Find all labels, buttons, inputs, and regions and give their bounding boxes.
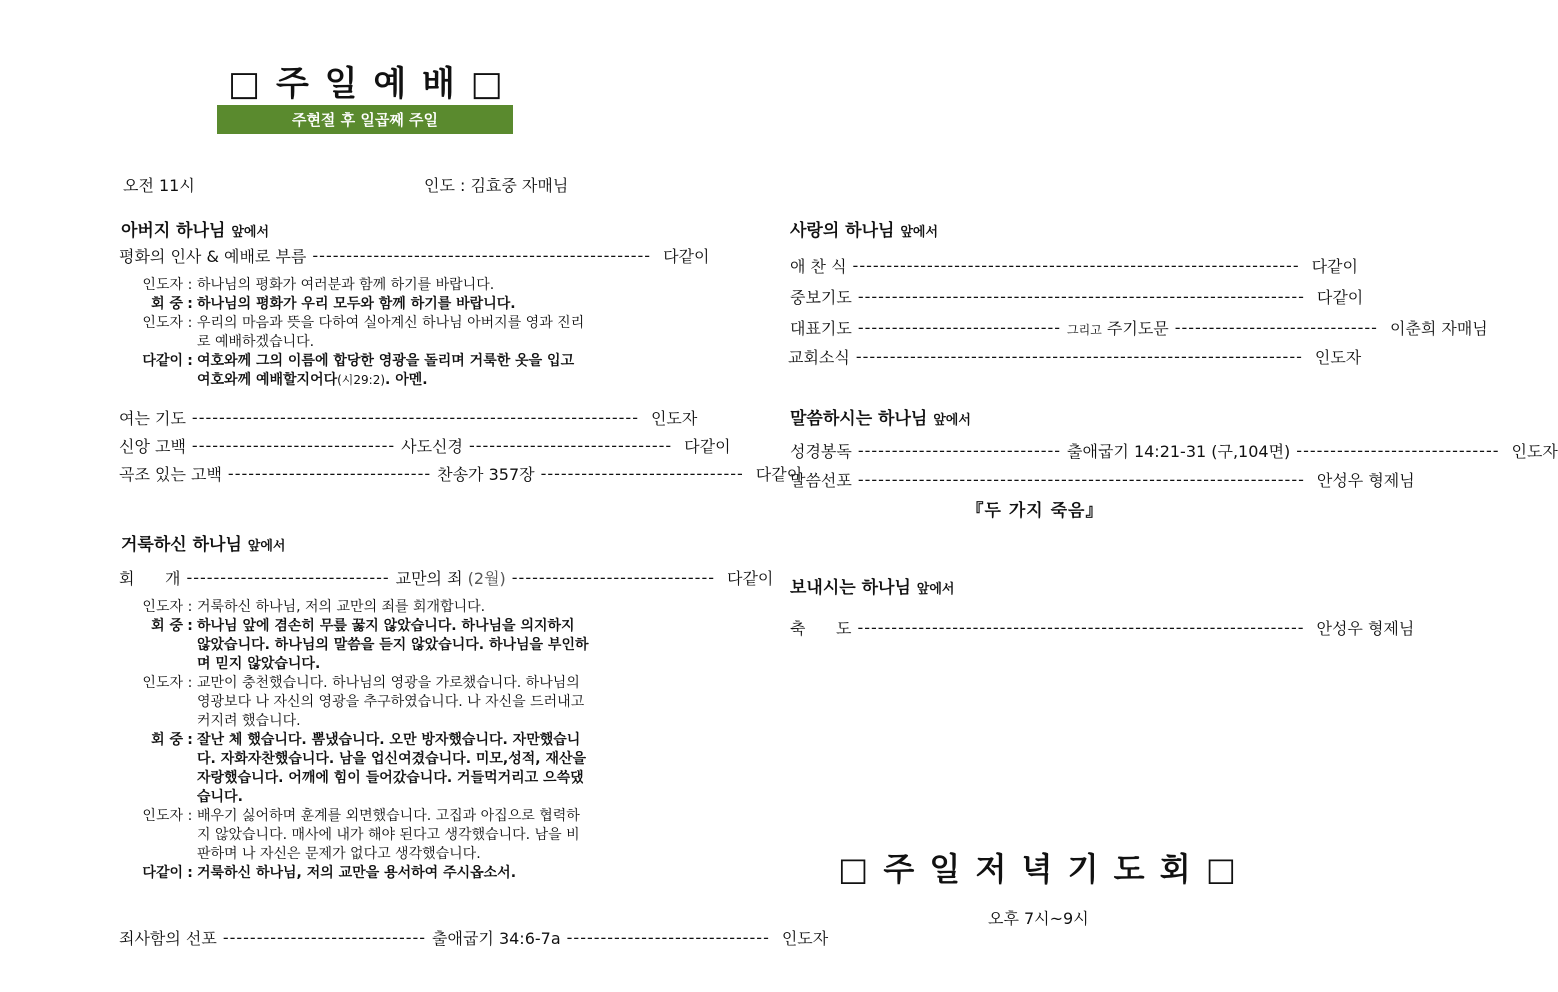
item-mid-small: 그리고 bbox=[1067, 323, 1102, 337]
response-text: 배우기 싫어하며 훈계를 외면했습니다. 고집과 아집으로 협력하지 않았습니다. 매사에 내가 해야 된다고 생각했습니다. 남을 비판하며 나 자신은 문제가 없다고 생각했습니다. bbox=[197, 808, 580, 862]
response-line: 인도자 : 교만이 충천했습니다. 하나님의 영광을 가로챘습니다. 하나님의 영광보다 나 자신의 영광을 추구하였습니다. 나 자신을 드러내고 커지려 했습니다. bbox=[119, 674, 591, 731]
order-item-creed bbox=[119, 434, 731, 457]
evening-title: □ 주 일 저 녁 기 도 회 □ bbox=[838, 850, 1238, 888]
item-who: 다같이 bbox=[755, 465, 803, 484]
section-title-love bbox=[790, 216, 938, 241]
speaker: 인도자 bbox=[142, 808, 183, 824]
section-title-suffix: 앞에서 bbox=[900, 225, 939, 240]
item-label: 여는 기도 bbox=[119, 409, 186, 428]
section-title-holy bbox=[121, 530, 285, 555]
speaker: 인도자 bbox=[142, 315, 183, 331]
item-who: 인도자 bbox=[1314, 348, 1362, 367]
response-end: . 아멘. bbox=[385, 372, 428, 388]
section-title-text: 아버지 하나님 bbox=[121, 221, 226, 241]
section-title-suffix: 앞에서 bbox=[916, 582, 955, 597]
item-who: 다같이 bbox=[663, 247, 710, 266]
item-label: 애 찬 식 bbox=[790, 257, 847, 276]
order-item-scripture-reading bbox=[790, 439, 1558, 462]
item-label: 회 개 bbox=[119, 569, 181, 588]
section-title-text: 보내시는 하나님 bbox=[790, 578, 911, 598]
page-title: □ 주 일 예 배 □ bbox=[228, 64, 505, 104]
item-mid: 사도신경 bbox=[401, 437, 463, 456]
item-who: 안성우 형제님 bbox=[1316, 619, 1415, 638]
item-label: 곡조 있는 고백 bbox=[119, 465, 222, 484]
item-mid: 출애굽기 14:21-31 (구,104면) bbox=[1067, 442, 1291, 461]
service-time: 오전 11시 bbox=[123, 176, 195, 195]
response-line: 회 중 : 하나님의 평화가 우리 모두와 함께 하기를 바랍니다. bbox=[119, 295, 589, 314]
response-line: 인도자 : 배우기 싫어하며 훈계를 외면했습니다. 고집과 아집으로 협력하지 않았습니다. 매사에 내가 해야 된다고 생각했습니다. 남을 비판하며 나 자신은 문제가 없다고 생각했습니다. bbox=[119, 807, 591, 864]
section-title-suffix: 앞에서 bbox=[231, 225, 270, 240]
dash-line: ------------------------------ bbox=[857, 318, 1062, 337]
response-line: 회 중 : 잘난 체 했습니다. 뽐냈습니다. 오만 방자했습니다. 자만했습니다. 자화자찬했습니다. 남을 업신여겼습니다. 미모,성적, 재산을 자랑했습니다. 어깨에 힘이 들어갔습니다. 거들먹거리고 으쓱댔습니다. bbox=[119, 731, 591, 807]
dash-line: ------------------------------ bbox=[468, 436, 673, 455]
dash-line: ------------------------------ bbox=[222, 928, 427, 947]
item-label: 평화의 인사 & 예배로 부름 bbox=[119, 247, 307, 266]
order-item-opening-prayer bbox=[119, 406, 698, 429]
speaker: 다같이 bbox=[142, 865, 183, 881]
response-text: 우리의 마음과 뜻을 다하여 실아계신 하나님 아버지를 영과 진리로 예배하겠습니다. bbox=[197, 315, 585, 350]
responsive-reading-1 bbox=[119, 276, 589, 390]
response-text: 교만이 충천했습니다. 하나님의 영광을 가로챘습니다. 하나님의 영광보다 나 자신의 영광을 추구하였습니다. 나 자신을 드러내고 커지려 했습니다. bbox=[197, 675, 585, 729]
item-who: 인도자 bbox=[781, 929, 829, 948]
section-title-suffix: 앞에서 bbox=[933, 413, 971, 428]
speaker: 다같이 bbox=[142, 353, 183, 369]
response-text: 거룩하신 하나님, 저의 교만을 용서하여 주시옵소서. bbox=[197, 865, 517, 881]
section-title-speaking bbox=[790, 404, 971, 429]
service-leader: 인도 : 김효중 자매님 bbox=[424, 176, 569, 195]
order-item-sermon bbox=[790, 468, 1415, 491]
item-label: 말씀선포 bbox=[790, 471, 852, 490]
dash-line: ------------------------------------------------------------------ bbox=[857, 287, 1305, 306]
response-text bbox=[197, 352, 589, 390]
item-mid bbox=[396, 566, 506, 589]
order-item-intercession bbox=[790, 285, 1364, 308]
order-item-greeting bbox=[119, 244, 710, 267]
dash-line: ------------------------------------------------------------------ bbox=[857, 470, 1305, 489]
dash-line: ------------------------------ bbox=[186, 568, 390, 587]
item-mid: 찬송가 357장 bbox=[437, 465, 535, 484]
dash-line: ------------------------------------------------------------------ bbox=[852, 256, 1300, 275]
speaker: 회 중 bbox=[151, 296, 183, 312]
response-line: 회 중 : 하나님 앞에 겸손히 무릎 꿇지 않았습니다. 하나님을 의지하지 않았습니다. 하나님의 말씀을 듣지 않았습니다. 하나님을 부인하며 믿지 않았습니다. bbox=[119, 617, 591, 674]
order-item-representative-prayer bbox=[790, 316, 1488, 339]
section-title-sending bbox=[790, 573, 954, 598]
section-title-suffix: 앞에서 bbox=[247, 539, 286, 554]
item-who: 인도자 bbox=[1511, 442, 1558, 461]
dash-line: ------------------------------------------------------------------ bbox=[857, 618, 1305, 637]
response-text: 하나님의 평화가 우리 모두와 함께 하기를 바랍니다. bbox=[197, 296, 516, 312]
item-mid: 출애굽기 34:6-7a bbox=[432, 929, 561, 948]
evening-time: 오후 7시~9시 bbox=[988, 909, 1089, 928]
item-label: 교회소식 bbox=[788, 348, 850, 367]
order-item-announcements bbox=[788, 345, 1362, 368]
response-line: 인도자 : 거룩하신 하나님, 저의 교만의 죄를 회개합니다. bbox=[119, 598, 591, 617]
dash-line: ------------------------------ bbox=[191, 436, 396, 455]
dash-line: ------------------------------ bbox=[227, 464, 432, 483]
dash-line: ------------------------------ bbox=[1296, 441, 1500, 460]
item-mid-text: 교만의 죄 bbox=[395, 569, 463, 588]
order-item-benediction bbox=[790, 616, 1415, 639]
speaker: 인도자 bbox=[142, 599, 183, 615]
item-label: 성경봉독 bbox=[790, 442, 852, 461]
item-mid bbox=[1067, 316, 1169, 339]
speaker: 인도자 bbox=[142, 277, 183, 293]
dash-line: ------------------------------ bbox=[857, 441, 1062, 460]
responsive-reading-2 bbox=[119, 598, 591, 883]
item-label: 중보기도 bbox=[790, 288, 852, 307]
dash-line: ------------------------------ bbox=[566, 928, 770, 947]
item-who: 인도자 bbox=[650, 409, 698, 428]
subtitle-banner: 주현절 후 일곱째 주일 bbox=[217, 105, 513, 134]
item-label: 대표기도 bbox=[790, 319, 852, 338]
response-text: 잘난 체 했습니다. 뽐냈습니다. 오만 방자했습니다. 자만했습니다. 자화자찬했습니다. 남을 업신여겼습니다. 미모,성적, 재산을 자랑했습니다. 어깨에 힘이 들어갔습니다. 거들먹거리고 으쓱댔습니다. bbox=[197, 732, 587, 805]
order-item-pardon bbox=[119, 926, 829, 949]
item-who: 다같이 bbox=[726, 569, 774, 588]
section-title-text: 사랑의 하나님 bbox=[790, 221, 895, 241]
scripture-ref: (시29:2) bbox=[337, 373, 386, 387]
order-item-love-feast bbox=[790, 254, 1358, 277]
order-item-hymn bbox=[119, 462, 803, 485]
section-title-text: 말씀하시는 하나님 bbox=[790, 409, 928, 429]
dash-line: ------------------------------------------------------------------ bbox=[855, 347, 1303, 366]
response-text: 하나님의 평화가 여러분과 함께 하기를 바랍니다. bbox=[197, 277, 495, 293]
response-line: 인도자 : 우리의 마음과 뜻을 다하여 실아계신 하나님 아버지를 영과 진리로 예배하겠습니다. bbox=[119, 314, 589, 352]
section-title-text: 거룩하신 하나님 bbox=[121, 535, 242, 555]
response-line: 인도자 : 하나님의 평화가 여러분과 함께 하기를 바랍니다. bbox=[119, 276, 589, 295]
item-who: 다같이 bbox=[1311, 257, 1358, 276]
dash-line: -------------------------------------------------- bbox=[312, 246, 652, 265]
sermon-title: 『두 가지 죽음』 bbox=[966, 501, 1104, 521]
speaker: 회 중 bbox=[151, 618, 183, 634]
item-mid-paren: (2월) bbox=[467, 569, 506, 588]
response-text: 거룩하신 하나님, 저의 교만의 죄를 회개합니다. bbox=[197, 599, 486, 615]
item-who: 안성우 형제님 bbox=[1316, 471, 1415, 490]
item-who: 다같이 bbox=[1316, 288, 1364, 307]
dash-line: ------------------------------ bbox=[511, 568, 715, 587]
item-label: 축 도 bbox=[790, 619, 852, 638]
item-who: 다같이 bbox=[684, 437, 731, 456]
item-label: 죄사함의 선포 bbox=[119, 929, 217, 948]
speaker: 회 중 bbox=[151, 732, 183, 748]
response-line: 다같이 : 여호와께 그의 이름에 합당한 영광을 돌리며 거룩한 옷을 입고 여호와께 예배할지어다(시29:2). 아멘. bbox=[119, 352, 589, 390]
response-text: 하나님 앞에 겸손히 무릎 꿇지 않았습니다. 하나님을 의지하지 않았습니다. 하나님의 말씀을 듣지 않았습니다. 하나님을 부인하며 믿지 않았습니다. bbox=[197, 618, 589, 672]
dash-line: ------------------------------ bbox=[1174, 318, 1378, 337]
response-main: 여호와께 그의 이름에 합당한 영광을 돌리며 거룩한 옷을 입고 여호와께 예배할지어다 bbox=[197, 353, 575, 388]
item-who: 이춘희 자매님 bbox=[1389, 319, 1488, 338]
response-line: 다같이 : 거룩하신 하나님, 저의 교만을 용서하여 주시옵소서. bbox=[119, 864, 591, 883]
dash-line: ------------------------------------------------------------------ bbox=[191, 408, 639, 427]
dash-line: ------------------------------ bbox=[540, 464, 744, 483]
item-label: 신앙 고백 bbox=[119, 437, 186, 456]
speaker: 인도자 bbox=[142, 675, 183, 691]
section-title-father bbox=[121, 216, 269, 241]
order-item-repentance bbox=[119, 566, 774, 589]
item-mid-text: 주기도문 bbox=[1106, 319, 1169, 338]
